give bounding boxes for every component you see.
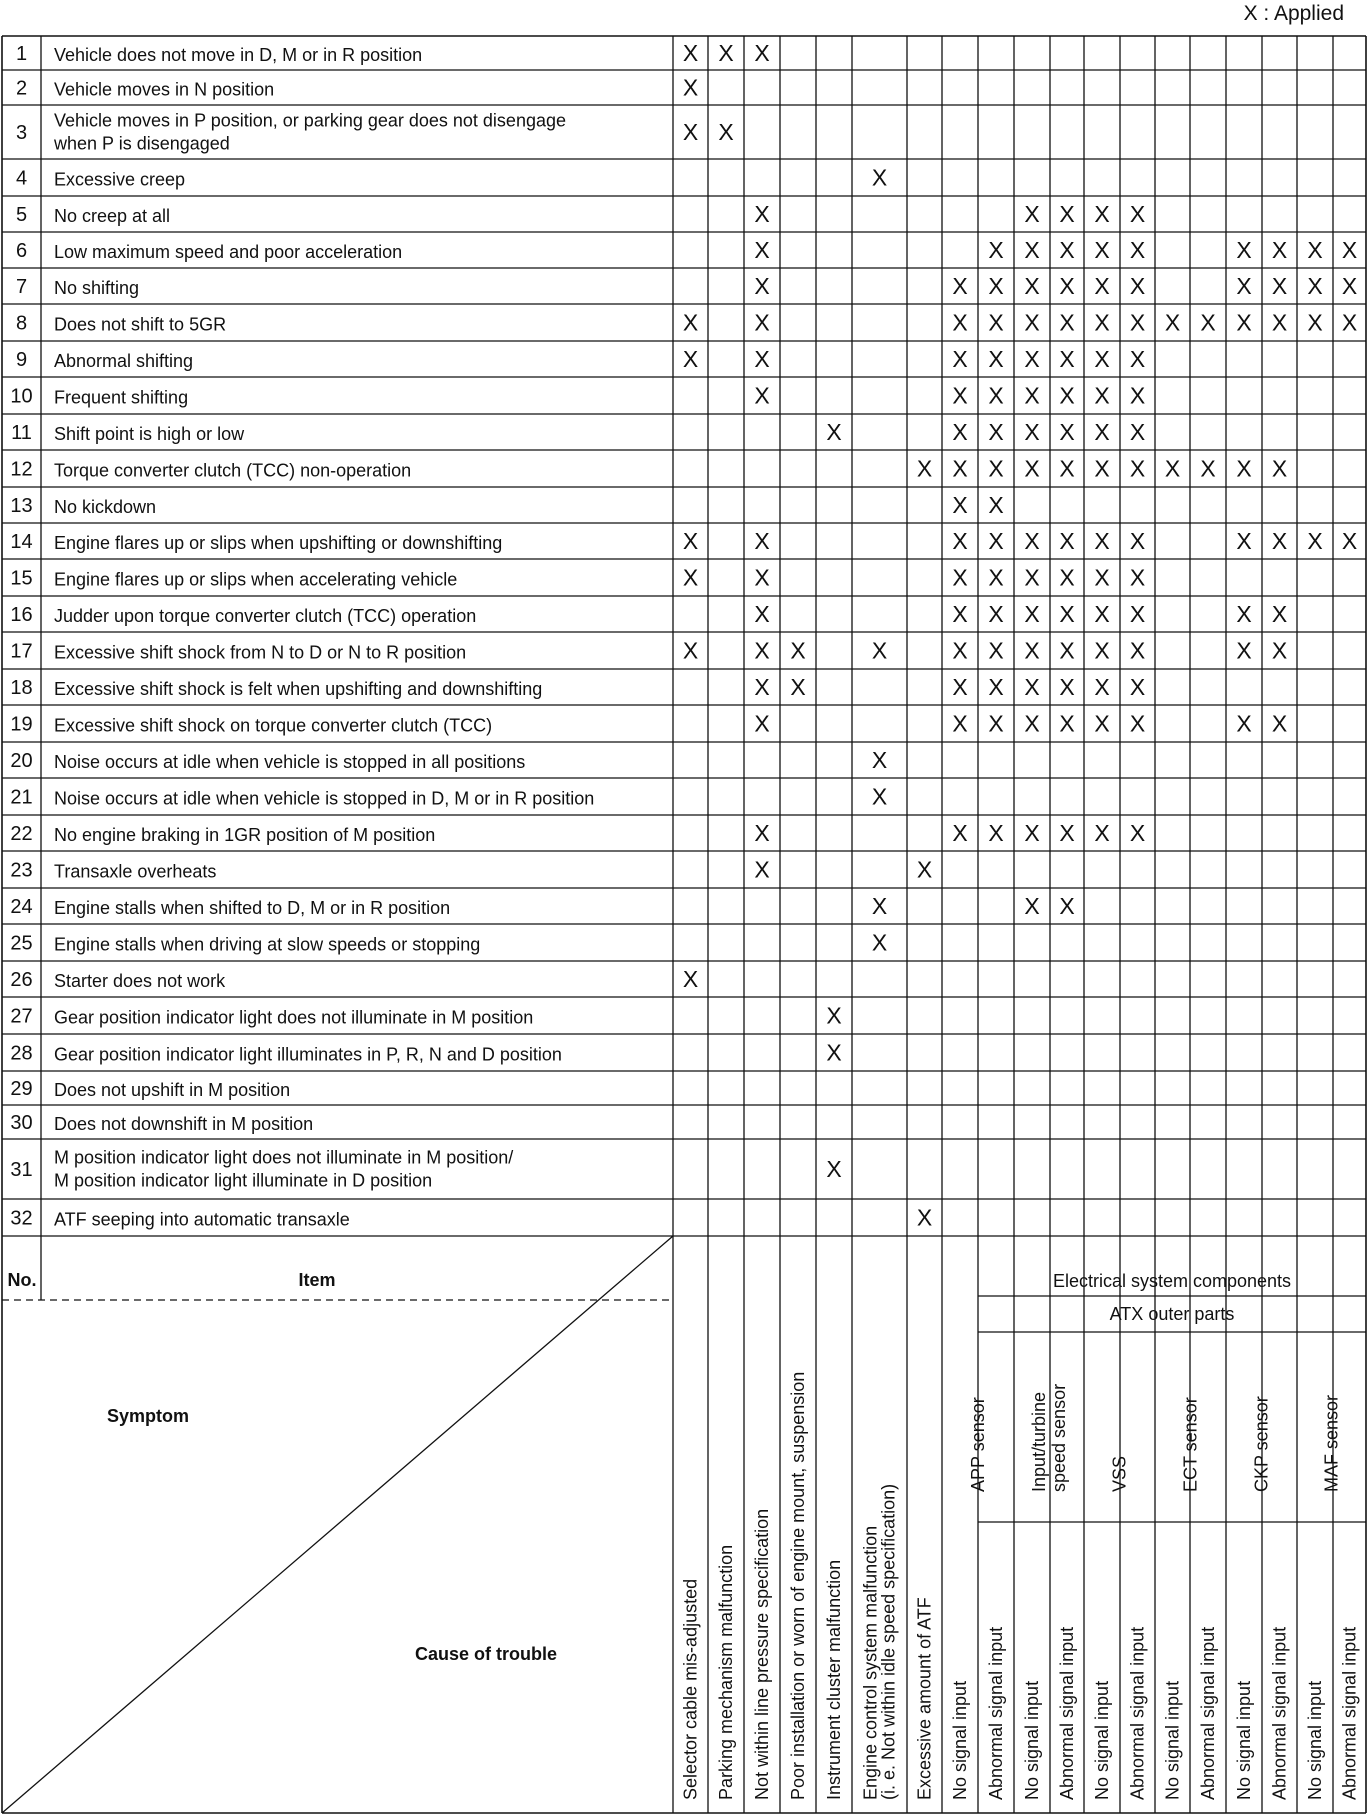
cause-column-label: Not within line pressure specification <box>752 1508 772 1800</box>
applied-mark: X <box>1059 564 1075 591</box>
applied-mark: X <box>1129 601 1146 627</box>
symptom-text: Noise occurs at idle when vehicle is stopped in all positions <box>54 752 526 772</box>
sensor-group-label: APP sensor <box>968 1397 988 1492</box>
applied-mark: X <box>1094 564 1110 591</box>
applied-mark: X <box>1094 382 1110 409</box>
applied-mark: X <box>1236 601 1252 627</box>
applied-mark: X <box>682 564 699 591</box>
row-number: 27 <box>10 1005 33 1028</box>
sensor-signal-label: Abnormal signal input <box>1127 1626 1148 1800</box>
applied-mark: X <box>1059 674 1075 700</box>
applied-mark: X <box>988 455 1004 482</box>
applied-mark: X <box>988 637 1004 664</box>
row-number: 13 <box>10 495 33 517</box>
applied-mark: X <box>1024 674 1040 700</box>
applied-mark: X <box>988 419 1004 445</box>
applied-mark: X <box>1024 820 1040 846</box>
sensor-group-label: speed sensor <box>1049 1383 1069 1492</box>
header-atx-outer: ATX outer parts <box>1109 1304 1235 1324</box>
applied-mark: X <box>1129 273 1146 299</box>
applied-mark: X <box>916 1204 933 1231</box>
symptom-text: when P is disengaged <box>54 133 230 154</box>
applied-mark: X <box>1024 201 1040 227</box>
applied-mark: X <box>1024 419 1040 445</box>
sensor-group-label: MAF sensor <box>1321 1394 1342 1492</box>
symptom-text: Engine flares up or slips when accelerating vehicle <box>54 569 458 590</box>
symptom-text: Abnormal shifting <box>54 351 194 371</box>
applied-mark: X <box>754 637 770 664</box>
cause-column-label: Selector cable mis-adjusted <box>680 1578 701 1800</box>
sensor-signal-label: No signal input <box>1022 1680 1042 1800</box>
legend-applied: X : Applied <box>1243 2 1344 25</box>
symptom-text: Vehicle moves in N position <box>54 79 275 100</box>
applied-mark: X <box>871 893 888 919</box>
applied-mark: X <box>1200 309 1216 336</box>
applied-mark: X <box>988 820 1004 846</box>
applied-mark: X <box>871 164 888 191</box>
applied-mark: X <box>1059 419 1075 445</box>
symptom-text: Torque converter clutch (TCC) non-operation <box>54 460 412 481</box>
sensor-signal-label: No signal input <box>950 1680 970 1800</box>
applied-mark: X <box>1236 528 1252 554</box>
applied-mark: X <box>1059 382 1075 409</box>
symptom-text: ATF seeping into automatic transaxle <box>54 1209 350 1230</box>
applied-mark: X <box>754 674 770 700</box>
symptom-text: Gear position indicator light does not illuminate in M position <box>54 1007 534 1028</box>
applied-mark: X <box>1164 455 1181 482</box>
applied-mark: X <box>1129 346 1146 372</box>
row-number: 22 <box>10 823 33 845</box>
symptom-text: Excessive shift shock from N to D or N to R position <box>54 642 467 663</box>
applied-mark: X <box>790 637 806 664</box>
applied-mark: X <box>1307 309 1323 336</box>
header-cause: Cause of trouble <box>414 1644 558 1664</box>
applied-mark: X <box>682 966 699 992</box>
applied-mark: X <box>1024 528 1040 554</box>
applied-mark: X <box>1271 710 1288 737</box>
sensor-signal-label: Abnormal signal input <box>986 1626 1006 1800</box>
applied-mark: X <box>1129 419 1146 445</box>
symptom-text: Does not shift to 5GR <box>54 314 227 335</box>
applied-mark: X <box>1094 273 1110 299</box>
symptom-text: Engine stalls when shifted to D, M or in R position <box>54 898 451 918</box>
row-number: 6 <box>15 240 28 262</box>
applied-mark: X <box>754 528 770 554</box>
symptom-text: Judder upon torque converter clutch (TCC) operation <box>54 606 477 626</box>
header-symptom: Symptom <box>106 1406 190 1426</box>
applied-mark: X <box>682 309 699 336</box>
applied-mark: X <box>1236 309 1252 336</box>
row-number: 11 <box>11 422 32 444</box>
applied-mark: X <box>1059 710 1075 737</box>
symptom-text: M position indicator light illuminate in D position <box>54 1170 433 1191</box>
sensor-signal-label: Abnormal signal input <box>1198 1626 1218 1800</box>
row-number: 20 <box>10 750 33 772</box>
applied-mark: X <box>1129 382 1146 409</box>
applied-mark: X <box>952 710 968 737</box>
applied-mark: X <box>754 201 770 227</box>
applied-mark: X <box>1271 601 1288 627</box>
sensor-group-label: ECT sensor <box>1180 1397 1201 1492</box>
applied-mark: X <box>1129 564 1146 591</box>
cause-column-label: Excessive amount of ATF <box>914 1597 935 1800</box>
applied-mark: X <box>754 856 770 883</box>
applied-mark: X <box>1129 201 1146 227</box>
applied-mark: X <box>952 492 968 518</box>
row-number: 32 <box>10 1207 33 1230</box>
applied-mark: X <box>952 564 968 591</box>
row-number: 2 <box>15 77 28 100</box>
applied-mark: X <box>1094 637 1110 664</box>
applied-mark: X <box>682 74 699 101</box>
sensor-group-label: CKP sensor <box>1251 1396 1272 1492</box>
applied-mark: X <box>916 455 933 482</box>
cause-column-label: Poor installation or worn of engine mount, suspension <box>788 1371 808 1800</box>
row-number: 7 <box>15 276 28 298</box>
applied-mark: X <box>1094 419 1110 445</box>
symptom-text: No creep at all <box>54 206 171 226</box>
applied-mark: X <box>988 346 1004 372</box>
symptom-text: Noise occurs at idle when vehicle is stopped in D, M or in R position <box>54 788 595 809</box>
applied-mark: X <box>826 1156 842 1182</box>
applied-mark: X <box>1094 674 1110 700</box>
applied-mark: X <box>952 674 968 700</box>
cause-column-label: Engine control system malfunction <box>860 1525 881 1800</box>
applied-mark: X <box>988 674 1004 700</box>
applied-mark: X <box>754 601 770 627</box>
applied-mark: X <box>718 119 734 145</box>
applied-mark: X <box>1059 237 1075 263</box>
applied-mark: X <box>1094 710 1110 737</box>
applied-mark: X <box>916 856 933 883</box>
applied-mark: X <box>1341 309 1358 336</box>
applied-mark: X <box>682 346 699 372</box>
row-number: 24 <box>10 896 33 918</box>
row-number: 31 <box>10 1159 33 1181</box>
applied-mark: X <box>1129 674 1146 700</box>
header-electrical: Electrical system components <box>1052 1271 1292 1291</box>
applied-mark: X <box>871 783 888 810</box>
applied-mark: X <box>1129 309 1146 336</box>
applied-mark: X <box>1059 601 1075 627</box>
applied-mark: X <box>952 273 968 299</box>
applied-mark: X <box>682 637 699 664</box>
applied-mark: X <box>1094 237 1110 263</box>
row-number: 29 <box>10 1078 33 1100</box>
applied-mark: X <box>1059 455 1075 482</box>
applied-mark: X <box>1341 237 1358 263</box>
applied-mark: X <box>1024 273 1040 299</box>
symptom-text: Engine stalls when driving at slow speeds or stopping <box>54 934 481 955</box>
applied-mark: X <box>1307 528 1323 554</box>
applied-mark: X <box>1341 273 1358 299</box>
applied-mark: X <box>952 419 968 445</box>
applied-mark: X <box>1236 237 1252 263</box>
applied-mark: X <box>754 237 770 263</box>
applied-mark: X <box>1271 309 1288 336</box>
symptom-text: Excessive shift shock is felt when upshifting and downshifting <box>54 679 543 699</box>
symptom-text: M position indicator light does not illuminate in M position/ <box>54 1147 514 1168</box>
applied-mark: X <box>1094 309 1110 336</box>
applied-mark: X <box>1236 710 1252 737</box>
symptom-text: Frequent shifting <box>54 387 189 408</box>
applied-mark: X <box>1094 820 1110 846</box>
sensor-signal-label: Abnormal signal input <box>1057 1626 1077 1800</box>
applied-mark: X <box>1129 820 1146 846</box>
applied-mark: X <box>952 455 968 482</box>
applied-mark: X <box>1024 893 1040 919</box>
applied-mark: X <box>1271 237 1288 263</box>
symptom-text: Excessive shift shock on torque converter clutch (TCC) <box>54 715 493 736</box>
applied-mark: X <box>754 820 770 846</box>
applied-mark: X <box>1024 637 1040 664</box>
row-number: 5 <box>15 204 28 226</box>
applied-mark: X <box>1024 710 1040 737</box>
applied-mark: X <box>1094 455 1110 482</box>
applied-mark: X <box>871 637 888 664</box>
applied-mark: X <box>1129 237 1146 263</box>
row-number: 8 <box>15 312 28 335</box>
applied-mark: X <box>1236 273 1252 299</box>
applied-mark: X <box>988 564 1004 591</box>
applied-mark: X <box>1094 528 1110 554</box>
applied-mark: X <box>1059 528 1075 554</box>
applied-mark: X <box>988 492 1004 518</box>
applied-mark: X <box>682 119 699 145</box>
applied-mark: X <box>988 237 1004 263</box>
applied-mark: X <box>1094 601 1110 627</box>
symptom-text: Engine flares up or slips when upshifting or downshifting <box>54 533 503 553</box>
applied-mark: X <box>754 710 770 737</box>
row-number: 25 <box>10 932 33 955</box>
applied-mark: X <box>1059 893 1075 919</box>
applied-mark: X <box>1129 710 1146 737</box>
symptom-text: No shifting <box>54 278 140 298</box>
applied-mark: X <box>952 382 968 409</box>
sensor-signal-label: No signal input <box>1234 1680 1254 1800</box>
symptom-text: Does not upshift in M position <box>54 1080 291 1100</box>
symptom-text: Low maximum speed and poor acceleration <box>54 242 403 262</box>
row-number: 30 <box>10 1112 33 1134</box>
header-no: No. <box>7 1270 37 1290</box>
applied-mark: X <box>988 528 1004 554</box>
row-number: 10 <box>10 385 33 408</box>
row-number: 12 <box>10 458 33 481</box>
row-number: 28 <box>10 1042 33 1065</box>
sensor-signal-label: Abnormal signal input <box>1339 1626 1360 1800</box>
symptom-text: Excessive creep <box>54 169 186 190</box>
applied-mark: X <box>952 309 968 336</box>
applied-mark: X <box>1024 455 1040 482</box>
symptom-text: Transaxle overheats <box>54 861 217 882</box>
header-item: Item <box>298 1270 336 1290</box>
applied-mark: X <box>1059 346 1075 372</box>
applied-mark: X <box>988 382 1004 409</box>
applied-mark: X <box>1094 201 1110 227</box>
applied-mark: X <box>826 1039 842 1066</box>
applied-mark: X <box>1307 237 1323 263</box>
row-number: 16 <box>10 604 33 626</box>
symptom-text: Does not downshift in M position <box>54 1114 314 1134</box>
row-number: 4 <box>15 167 28 190</box>
applied-mark: X <box>826 1002 842 1029</box>
row-number: 14 <box>10 531 33 553</box>
symptom-text: Vehicle moves in P position, or parking gear does not disengage <box>54 110 566 131</box>
applied-mark: X <box>1271 528 1288 554</box>
applied-mark: X <box>952 601 968 627</box>
applied-mark: X <box>826 419 842 445</box>
applied-mark: X <box>754 309 770 336</box>
applied-mark: X <box>1024 601 1040 627</box>
applied-mark: X <box>1024 309 1040 336</box>
applied-mark: X <box>1094 346 1110 372</box>
applied-mark: X <box>754 273 770 299</box>
symptom-text: No kickdown <box>54 497 157 517</box>
symptom-text: No engine braking in 1GR position of M position <box>54 825 436 845</box>
applied-mark: X <box>871 929 888 956</box>
applied-mark: X <box>1059 201 1075 227</box>
applied-mark: X <box>754 346 770 372</box>
cause-column-label: Instrument cluster malfunction <box>824 1559 844 1800</box>
symptom-text: Starter does not work <box>54 971 226 991</box>
applied-mark: X <box>1024 382 1040 409</box>
applied-mark: X <box>988 710 1004 737</box>
applied-mark: X <box>718 40 734 66</box>
applied-mark: X <box>1341 528 1358 554</box>
applied-mark: X <box>1271 273 1288 299</box>
cause-column-label: (i. e. Not within idle speed specification) <box>878 1483 899 1800</box>
applied-mark: X <box>754 40 770 66</box>
applied-mark: X <box>754 382 770 409</box>
applied-mark: X <box>1236 455 1252 482</box>
symptom-text: Shift point is high or low <box>54 424 245 444</box>
applied-mark: X <box>1129 528 1146 554</box>
applied-mark: X <box>952 346 968 372</box>
sensor-signal-label: No signal input <box>1305 1680 1325 1800</box>
applied-mark: X <box>1024 564 1040 591</box>
sensor-signal-label: No signal input <box>1162 1680 1183 1800</box>
sensor-signal-label: No signal input <box>1092 1680 1112 1800</box>
sensor-signal-label: Abnormal signal input <box>1269 1626 1290 1800</box>
sensor-group-label: Input/turbine <box>1029 1391 1049 1492</box>
row-number: 9 <box>15 349 28 371</box>
applied-mark: X <box>1236 637 1252 664</box>
applied-mark: X <box>1024 346 1040 372</box>
cause-column-label: Parking mechanism malfunction <box>716 1544 736 1800</box>
applied-mark: X <box>1164 309 1181 336</box>
applied-mark: X <box>1307 273 1323 299</box>
row-number: 19 <box>10 713 33 736</box>
symptom-text: Gear position indicator light illuminates in P, R, N and D position <box>54 1044 562 1065</box>
row-number: 17 <box>10 640 33 663</box>
row-number: 23 <box>10 859 33 882</box>
applied-mark: X <box>1129 637 1146 664</box>
applied-mark: X <box>1059 637 1075 664</box>
applied-mark: X <box>952 820 968 846</box>
row-number: 18 <box>10 677 33 699</box>
symptom-text: Vehicle does not move in D, M or in R position <box>54 45 423 65</box>
applied-mark: X <box>988 601 1004 627</box>
applied-mark: X <box>988 309 1004 336</box>
applied-mark: X <box>1024 237 1040 263</box>
applied-mark: X <box>1271 637 1288 664</box>
row-number: 1 <box>15 43 28 65</box>
applied-mark: X <box>1271 455 1288 482</box>
applied-mark: X <box>1059 309 1075 336</box>
row-number: 26 <box>10 969 33 991</box>
row-number: 3 <box>15 122 28 144</box>
sensor-group-label: VSS <box>1109 1455 1130 1492</box>
applied-mark: X <box>871 747 888 773</box>
row-number: 15 <box>10 567 33 590</box>
applied-mark: X <box>682 40 699 66</box>
applied-mark: X <box>1059 820 1075 846</box>
applied-mark: X <box>1129 455 1146 482</box>
symptom-cause-diagonal <box>2 1236 673 1813</box>
applied-mark: X <box>1200 455 1216 482</box>
applied-mark: X <box>682 528 699 554</box>
applied-mark: X <box>952 528 968 554</box>
applied-mark: X <box>1059 273 1075 299</box>
applied-mark: X <box>790 674 806 700</box>
row-number: 21 <box>10 786 33 809</box>
applied-mark: X <box>988 273 1004 299</box>
applied-mark: X <box>952 637 968 664</box>
applied-mark: X <box>754 564 770 591</box>
